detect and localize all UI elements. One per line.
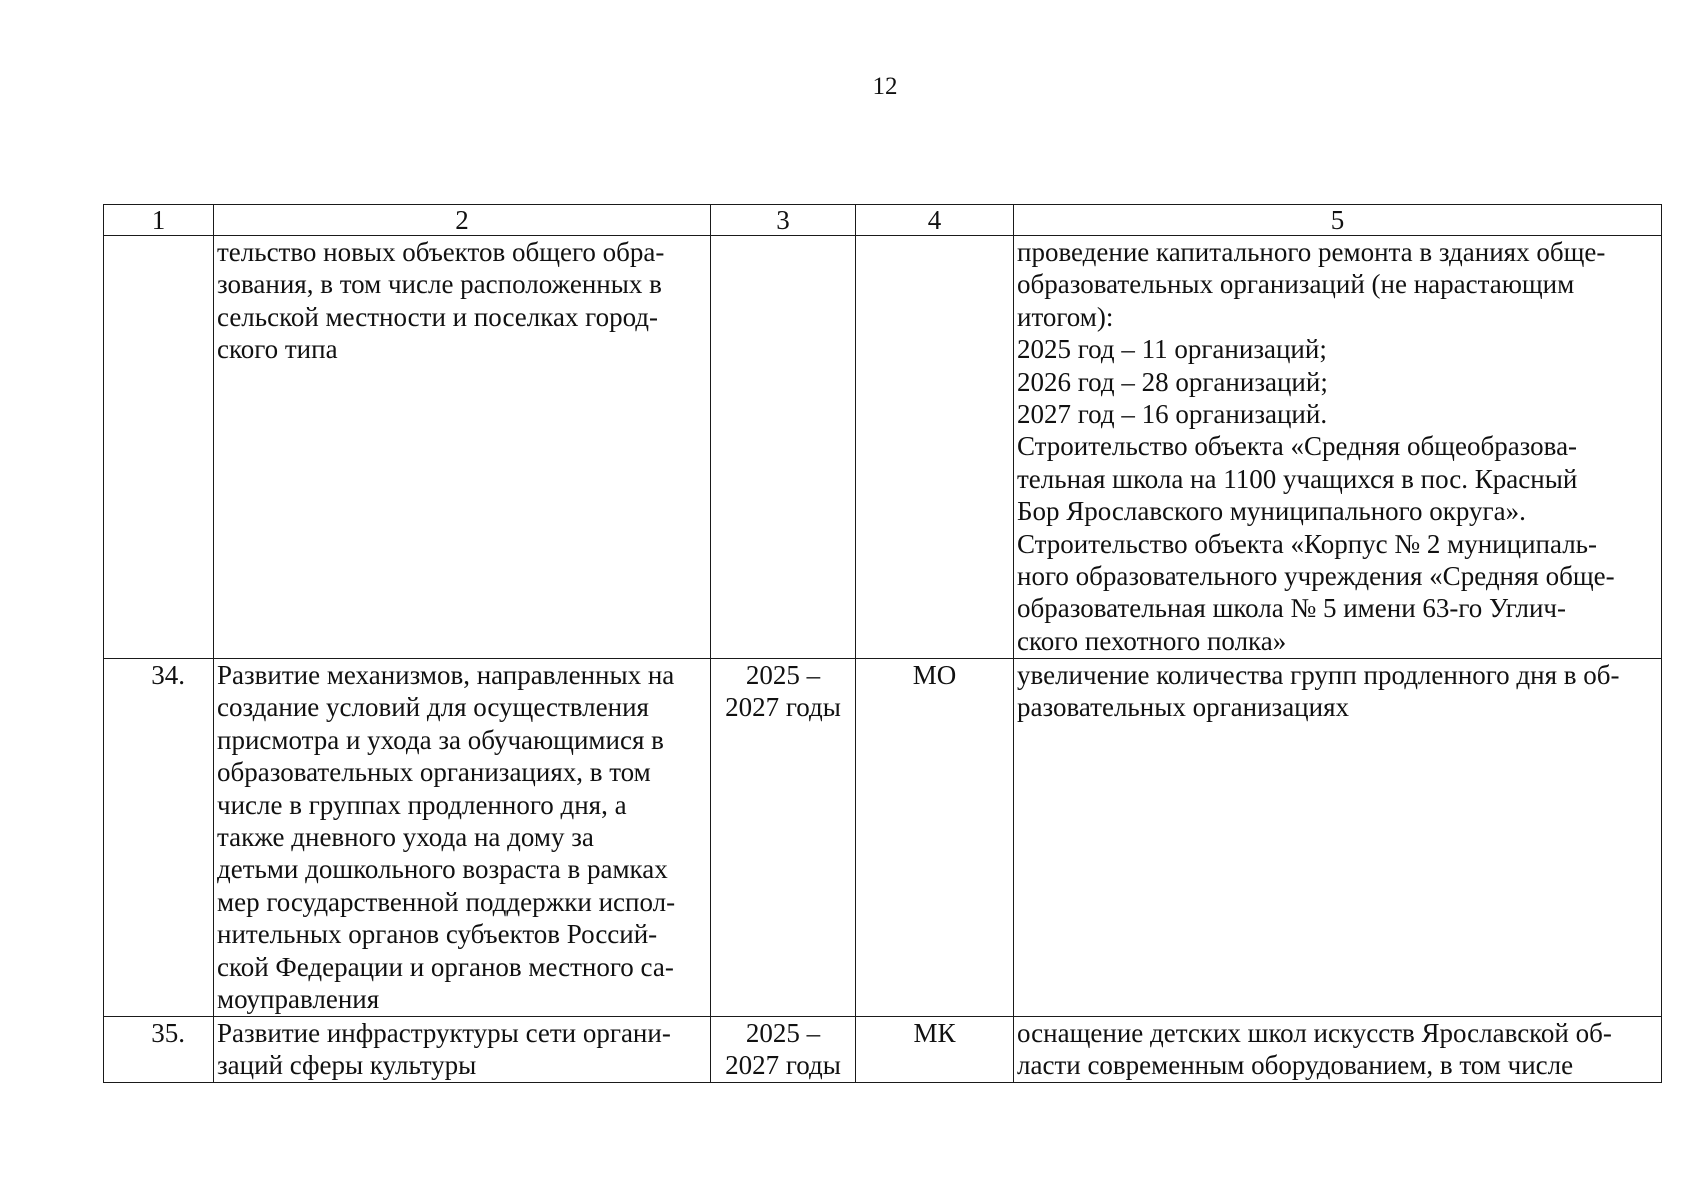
row-result: увеличение количества групп продленного дня в об- разовательных организациях xyxy=(1014,659,1662,1017)
row-period: 2025 – 2027 годы xyxy=(711,659,856,1017)
row-number: 34. xyxy=(104,659,214,1017)
measures-table xyxy=(103,204,1662,1083)
row-result: проведение капитального ремонта в зданиях обще- образовательных организаций (не нарастающим итогом): 2025 год – 11 организаций; 2026 год – 28 организаций; 2027 год – 16 организаций. Строительство объекта «Средняя общеобразова- тельная школа на 1100 учащихся в пос. Красный Бор Ярославского муниципального округа». Строительство объекта «Корпус № 2 муниципаль- ного образовательного учреждения «Средняя обще- образовательная школа № 5 имени 63-го Углич- ского пехотного полка» xyxy=(1014,236,1662,659)
header-col-2: 2 xyxy=(214,205,711,236)
table-header-row xyxy=(104,205,1662,236)
header-col-3: 3 xyxy=(711,205,856,236)
row-executor xyxy=(856,236,1014,659)
header-col-4: 4 xyxy=(856,205,1014,236)
row-number: 35. xyxy=(104,1017,214,1083)
row-period xyxy=(711,236,856,659)
page-number: 12 xyxy=(872,73,898,100)
row-period: 2025 – 2027 годы xyxy=(711,1017,856,1083)
row-description: Развитие инфраструктуры сети органи- заций сферы культуры xyxy=(214,1017,711,1083)
row-description: тельство новых объектов общего обра- зования, в том числе расположенных в сельской местности и поселках город- ского типа xyxy=(214,236,711,659)
table-row xyxy=(104,659,1662,1017)
row-result: оснащение детских школ искусств Ярославской об- ласти современным оборудованием, в том числе xyxy=(1014,1017,1662,1083)
header-col-5: 5 xyxy=(1014,205,1662,236)
row-executor: МО xyxy=(856,659,1014,1017)
row-number xyxy=(104,236,214,659)
row-executor: МК xyxy=(856,1017,1014,1083)
header-col-1: 1 xyxy=(104,205,214,236)
table-row xyxy=(104,1017,1662,1083)
row-description: Развитие механизмов, направленных на создание условий для осуществления присмотра и ухода за обучающимися в образовательных организациях, в том числе в группах продленного дня, а также дневного ухода на дому за детьми дошкольного возраста в рамках мер государственной поддержки испол- нительных органов субъектов Россий- ской Федерации и органов местного са- моуправления xyxy=(214,659,711,1017)
table-row xyxy=(104,236,1662,659)
